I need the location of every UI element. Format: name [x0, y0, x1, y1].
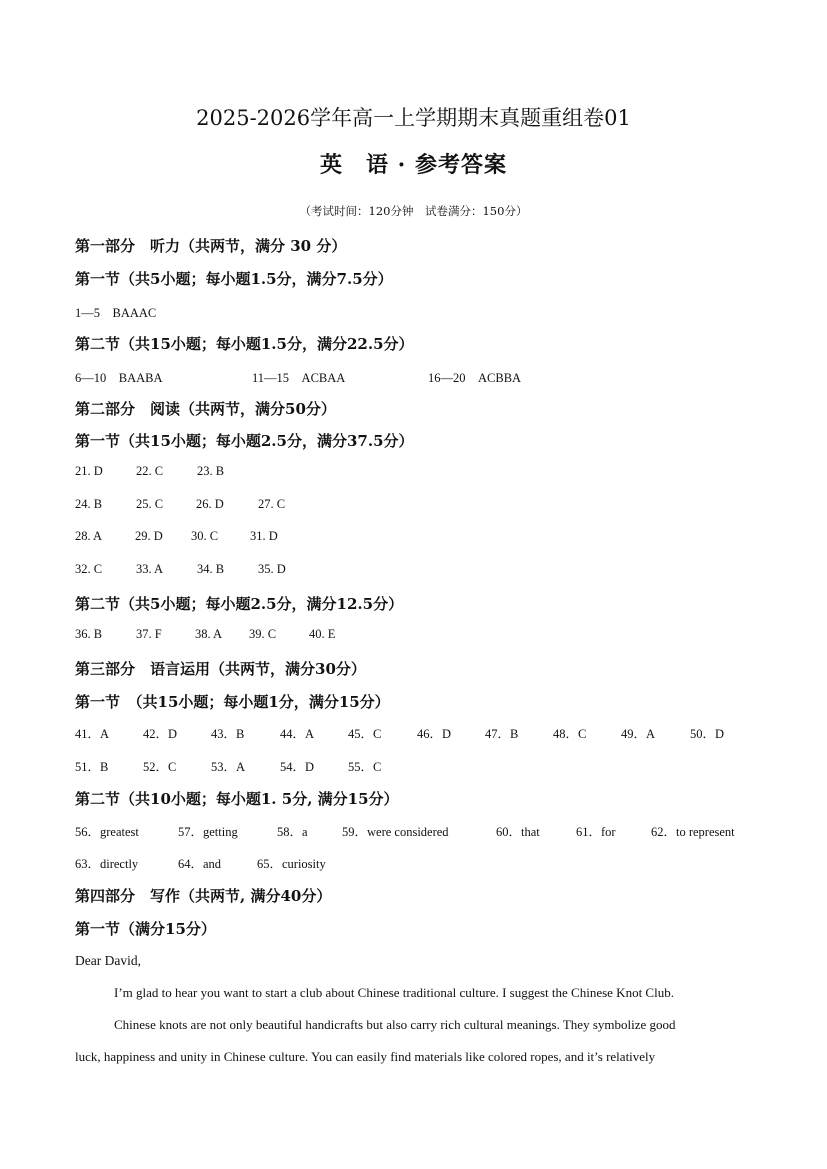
letter-salutation: Dear David, — [75, 953, 141, 968]
document-title: 2025-2026学年高一上学期期末真题重组卷01 — [196, 106, 631, 130]
answer-item: 35. D — [258, 562, 286, 576]
answer-item: 34. B — [197, 562, 225, 576]
answer-item: 30. C — [191, 529, 219, 543]
answer-item: 58．a — [277, 825, 308, 839]
answer-item: 29. D — [135, 529, 163, 543]
answer-item: 27. C — [258, 497, 286, 511]
answer-item: 52．C — [143, 760, 177, 774]
answer-item: 56．greatest — [75, 825, 139, 839]
answer-item: 44．A — [280, 727, 315, 741]
answer-item: 57．getting — [178, 825, 238, 839]
answer-item: 40. E — [309, 627, 336, 641]
document-subtitle: 英 语 · 参考答案 — [320, 152, 507, 178]
answer-item: 28. A — [75, 529, 103, 543]
letter-paragraph: Chinese knots are not only beautiful handicrafts but also carry rich cultural meanings. They symbolize good — [114, 1017, 676, 1032]
answer-item: 25. C — [136, 497, 164, 511]
answer-item: 55．C — [348, 760, 382, 774]
answer-item: 63．directly — [75, 857, 139, 871]
answer-item: 45．C — [348, 727, 382, 741]
answer-item: 23. B — [197, 464, 225, 478]
answer-item: 62．to represent — [651, 825, 735, 839]
part3-sec2-heading: 第二节（共10小题；每小题1. 5分, 满分15分） — [75, 790, 399, 808]
answer-item: 26. D — [196, 497, 224, 511]
answer-item: 61．for — [576, 825, 616, 839]
answer-item: 33. A — [136, 562, 164, 576]
answer-item: 37. F — [136, 627, 162, 641]
answer-item: 64．and — [178, 857, 222, 871]
answer-item: 51．B — [75, 760, 109, 774]
answer-item: 42．D — [143, 727, 178, 741]
answer-item: 41．A — [75, 727, 110, 741]
answer-group: 6—10 BAABA — [75, 371, 163, 385]
answer-item: 65．curiosity — [257, 857, 326, 871]
answer-item: 48．C — [553, 727, 587, 741]
exam-info: （考试时间：120分钟 试卷满分：150分） — [299, 204, 528, 218]
answer-item: 22. C — [136, 464, 164, 478]
answer-item: 31. D — [250, 529, 278, 543]
part3-sec1-heading: 第一节 （共15小题；每小题1分，满分15分） — [75, 693, 390, 711]
answer-item: 24. B — [75, 497, 103, 511]
part1-heading: 第一部分 听力（共两节，满分 30 分） — [75, 237, 347, 255]
answer-item: 38. A — [195, 627, 223, 641]
answer-item: 21. D — [75, 464, 103, 478]
answer-item: 36. B — [75, 627, 103, 641]
letter-paragraph: I’m glad to hear you want to start a club about Chinese traditional culture. I suggest the Chinese Knot Club. — [114, 985, 674, 1000]
answer-item: 53．A — [211, 760, 246, 774]
answer-group: 1—5 BAAAC — [75, 306, 157, 320]
answer-item: 54．D — [280, 760, 315, 774]
answer-item: 59．were considered — [342, 825, 449, 839]
part4-heading: 第四部分 写作（共两节, 满分40分） — [75, 887, 332, 905]
part2-heading: 第二部分 阅读（共两节，满分50分） — [75, 400, 336, 418]
part4-sec1-heading: 第一节（满分15分） — [75, 920, 216, 938]
answer-group: 11—15 ACBAA — [252, 371, 346, 385]
answer-item: 43．B — [211, 727, 245, 741]
part1-sec2-heading: 第二节（共15小题；每小题1.5分，满分22.5分） — [75, 335, 414, 353]
answer-item: 60．that — [496, 825, 540, 839]
answer-group: 16—20 ACBBA — [428, 371, 522, 385]
part2-sec2-heading: 第二节（共5小题；每小题2.5分，满分12.5分） — [75, 595, 404, 613]
answer-item: 50．D — [690, 727, 725, 741]
part2-sec1-heading: 第一节（共15小题；每小题2.5分，满分37.5分） — [75, 432, 414, 450]
answer-item: 46．D — [417, 727, 452, 741]
answer-item: 49．A — [621, 727, 656, 741]
part3-heading: 第三部分 语言运用（共两节，满分30分） — [75, 660, 366, 678]
part1-sec1-heading: 第一节（共5小题；每小题1.5分，满分7.5分） — [75, 270, 393, 288]
answer-item: 47．B — [485, 727, 519, 741]
answer-item: 32. C — [75, 562, 103, 576]
answer-item: 39. C — [249, 627, 277, 641]
letter-paragraph: luck, happiness and unity in Chinese culture. You can easily find materials like colored ropes, and it’s relatively — [75, 1049, 656, 1064]
